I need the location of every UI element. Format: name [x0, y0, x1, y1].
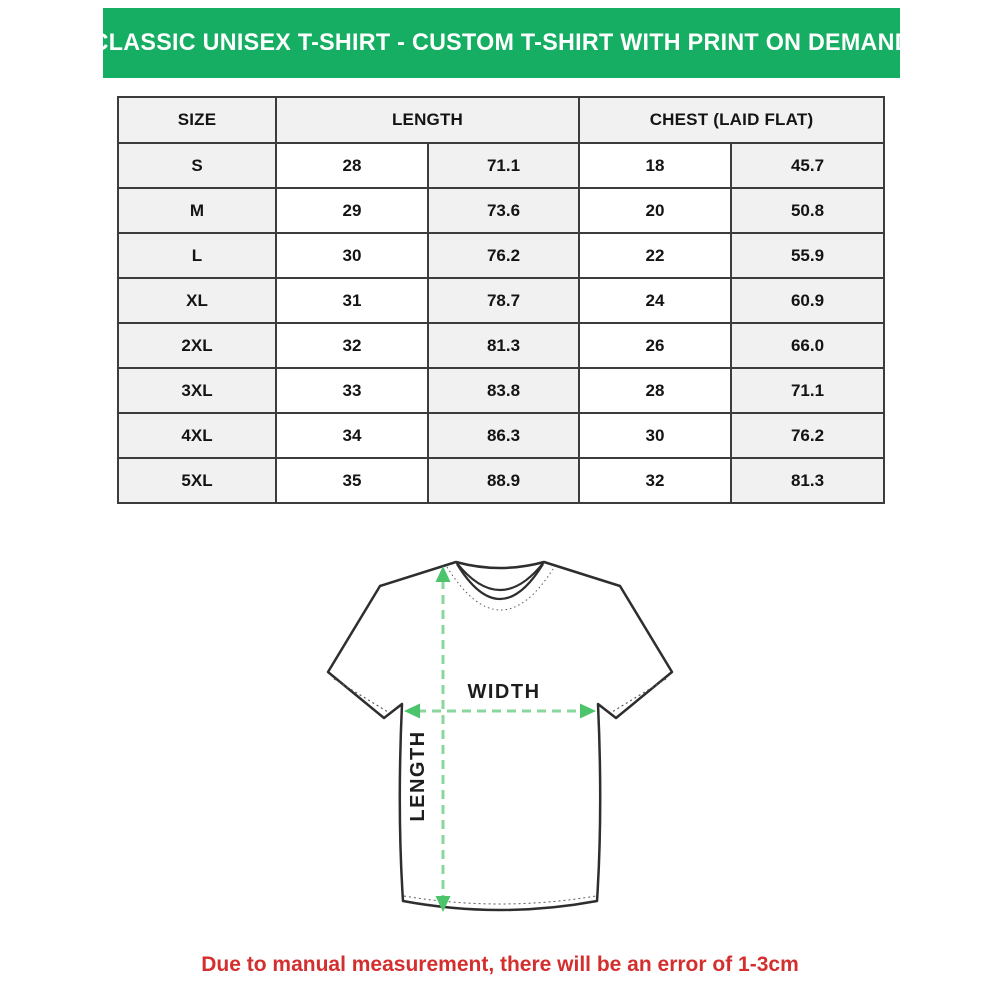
table-row: [118, 233, 884, 278]
chest-cm-cell: 50.8: [731, 188, 884, 233]
length-cm-cell: 88.9: [428, 458, 579, 503]
measurement-note: Due to manual measurement, there will be an error of 1-3cm: [201, 953, 799, 976]
length-cm-cell: 73.6: [428, 188, 579, 233]
chest-cm-cell: 66.0: [731, 323, 884, 368]
width-label: WIDTH: [467, 681, 541, 703]
chest-in-cell: 18: [579, 143, 731, 188]
size-cell: 2XL: [118, 323, 276, 368]
col-header-chest: CHEST (LAID FLAT): [579, 97, 884, 143]
chest-cm-cell: 55.9: [731, 233, 884, 278]
size-cell: L: [118, 233, 276, 278]
size-cell: 5XL: [118, 458, 276, 503]
chest-cm-cell: 76.2: [731, 413, 884, 458]
length-cm-cell: 76.2: [428, 233, 579, 278]
size-chart-table: [117, 96, 885, 504]
table-row: [118, 323, 884, 368]
chest-cm-cell: 71.1: [731, 368, 884, 413]
table-row: [118, 458, 884, 503]
length-in-cell: 29: [276, 188, 428, 233]
title-banner: [91, 8, 912, 78]
col-header-length: LENGTH: [276, 97, 579, 143]
chest-cm-cell: 60.9: [731, 278, 884, 323]
tshirt-outline: [328, 562, 672, 910]
table-row: [118, 143, 884, 188]
length-in-cell: 32: [276, 323, 428, 368]
length-in-cell: 33: [276, 368, 428, 413]
chest-in-cell: 20: [579, 188, 731, 233]
chest-in-cell: 26: [579, 323, 731, 368]
length-cm-cell: 71.1: [428, 143, 579, 188]
chest-cm-cell: 45.7: [731, 143, 884, 188]
size-cell: 3XL: [118, 368, 276, 413]
tshirt-diagram-svg: [300, 545, 700, 945]
length-cm-cell: 78.7: [428, 278, 579, 323]
tshirt-diagram: [300, 545, 700, 945]
size-chart: [117, 96, 885, 504]
length-label: LENGTH: [407, 730, 429, 822]
chest-in-cell: 28: [579, 368, 731, 413]
page-title: CLASSIC UNISEX T-SHIRT - CUSTOM T-SHIRT WITH PRINT ON DEMAND: [91, 29, 912, 56]
length-in-cell: 35: [276, 458, 428, 503]
length-cm-cell: 86.3: [428, 413, 579, 458]
table-row: [118, 188, 884, 233]
size-cell: S: [118, 143, 276, 188]
chest-cm-cell: 81.3: [731, 458, 884, 503]
table-row: [118, 413, 884, 458]
chest-in-cell: 32: [579, 458, 731, 503]
length-in-cell: 31: [276, 278, 428, 323]
length-in-cell: 34: [276, 413, 428, 458]
chest-in-cell: 30: [579, 413, 731, 458]
length-cm-cell: 81.3: [428, 323, 579, 368]
col-header-size: SIZE: [118, 97, 276, 143]
size-cell: XL: [118, 278, 276, 323]
size-cell: M: [118, 188, 276, 233]
table-row: [118, 368, 884, 413]
table-row: [118, 278, 884, 323]
length-cm-cell: 83.8: [428, 368, 579, 413]
table-header-row: [118, 97, 884, 143]
size-cell: 4XL: [118, 413, 276, 458]
chest-in-cell: 24: [579, 278, 731, 323]
length-in-cell: 30: [276, 233, 428, 278]
chest-in-cell: 22: [579, 233, 731, 278]
length-in-cell: 28: [276, 143, 428, 188]
